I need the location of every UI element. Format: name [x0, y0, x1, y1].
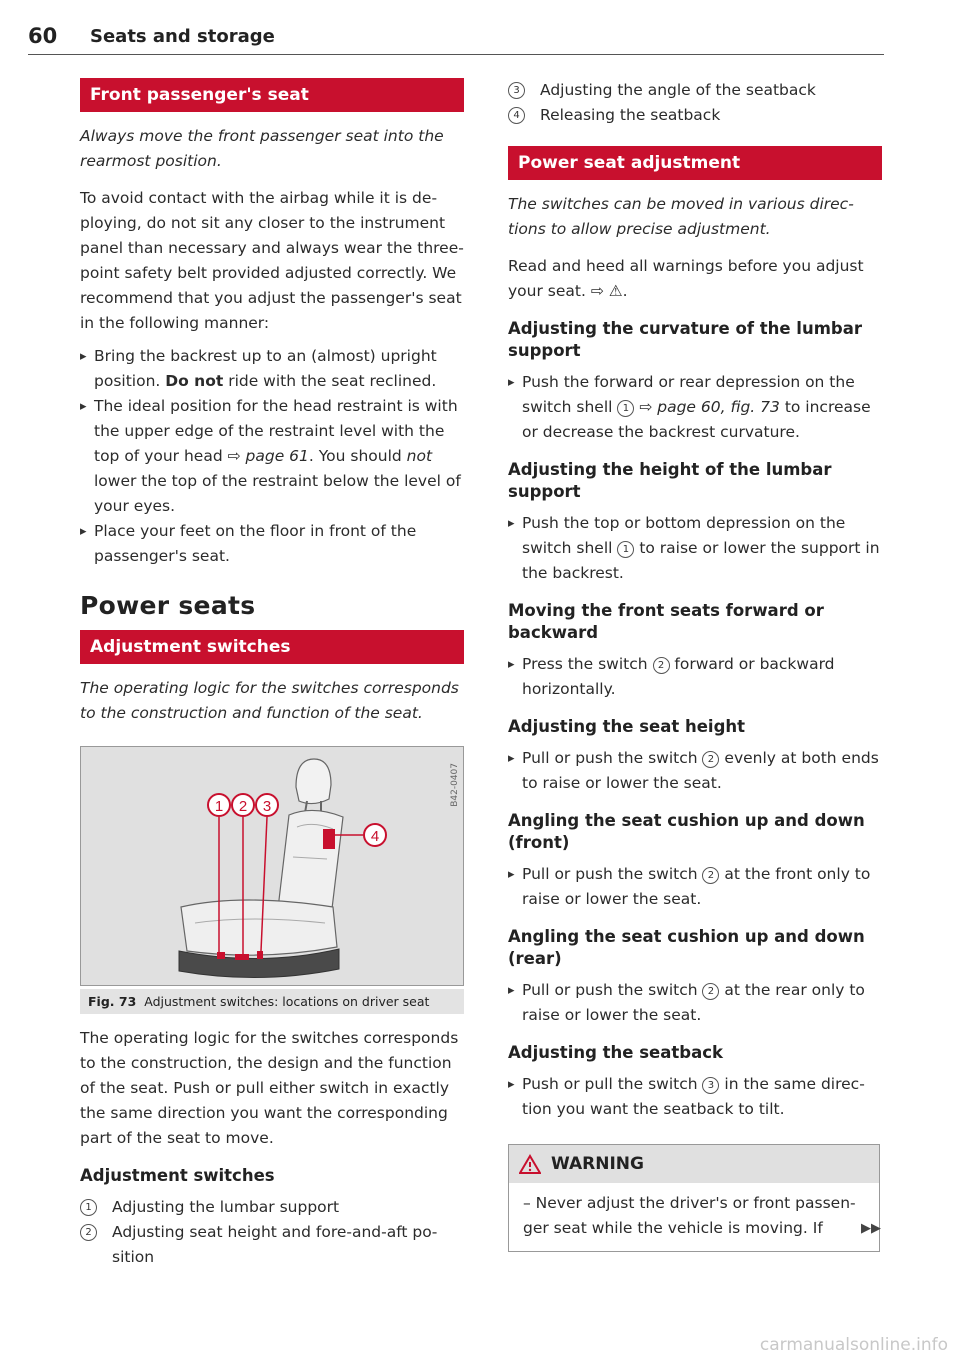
warning-icon: [519, 1154, 541, 1174]
list-item: 1 Adjusting the lumbar support: [80, 1195, 464, 1220]
right-column: [508, 78, 882, 1252]
body-paragraph: Read and heed all warnings before you adjust your seat. ⇨ ⚠.: [508, 257, 864, 300]
bullet-list: [508, 746, 882, 796]
number-badge: 1: [617, 541, 634, 558]
fore-aft-heading: Moving the front seats forward or backward: [508, 601, 824, 642]
svg-text:1: 1: [214, 798, 224, 815]
figure-caption: Fig. 73 Adjustment switches: locations on driver seat: [80, 989, 464, 1014]
seat-illustration: [81, 747, 463, 985]
callout-2: [232, 794, 254, 816]
front-passenger-seat-banner: Front passenger's seat: [80, 78, 464, 112]
watermark: carmanualsonline.info: [759, 1335, 948, 1355]
bullet-list: [508, 862, 882, 912]
bullet-item: ▸ Push the top or bottom depression on the switch shell 1 to raise or lower the support in the backrest.: [508, 511, 882, 586]
bullet-item: ▸ Pull or push the switch 2 at the rear only to raise or lower the seat.: [508, 978, 882, 1028]
section-title: Seats and storage: [90, 26, 275, 47]
svg-text:4: 4: [370, 828, 380, 845]
warning-text: – Never adjust the driver's or front passenger seat while the vehicle is moving. If ▶▶: [509, 1183, 879, 1251]
cushion-front-heading: Angling the seat cushion up and down (front): [508, 811, 865, 852]
bullet-item: ▸ The ideal position for the head restraint is with the upper edge of the restraint level with the top of your head ⇨ page 61. You should not lower the top of the restraint below the level of your eyes.: [80, 394, 464, 519]
svg-text:3: 3: [262, 798, 272, 815]
number-badge: 2: [702, 751, 719, 768]
figure-code: B42-0407: [450, 763, 460, 807]
bullet-item: ▸ Pull or push the switch 2 at the front only to raise or lower the seat.: [508, 862, 882, 912]
number-badge: 2: [702, 867, 719, 884]
lumbar-switch: [217, 952, 225, 959]
warning-title: WARNING: [551, 1154, 644, 1174]
number-badge: 2: [702, 983, 719, 1000]
page-header: [28, 24, 884, 55]
cushion-rear-heading: Angling the seat cushion up and down (rear): [508, 927, 865, 968]
intro-text: The switches can be moved in various directions to allow precise adjustment.: [508, 195, 854, 238]
seat-height-heading: Adjusting the seat height: [508, 717, 746, 736]
page-number: 60: [28, 24, 58, 48]
number-badge: 2: [80, 1224, 97, 1241]
page-61-link[interactable]: ⇨ page 61: [227, 447, 309, 465]
list-item: 4 Releasing the seatback: [508, 103, 882, 128]
warning-link[interactable]: ⇨ ⚠.: [590, 282, 628, 300]
bullet-item: ▸ Bring the backrest up to an (almost) upright position. Do not ride with the seat reclined.: [80, 344, 464, 394]
warning-header: [509, 1145, 879, 1183]
number-badge: 2: [653, 657, 670, 674]
number-badge: 3: [508, 82, 525, 99]
switch-list-continued: [508, 78, 882, 128]
bullet-list: [508, 511, 882, 586]
bullet-item: ▸ Place your feet on the floor in front of the passenger's seat.: [80, 519, 464, 569]
bullet-list: [80, 344, 464, 569]
left-column: [80, 78, 464, 1270]
lumbar-height-heading: Adjusting the height of the lumbar support: [508, 460, 832, 501]
body-paragraph: To avoid contact with the airbag while it is deploying, do not sit any closer to the instrument panel than necessary and always wear the three-point safety belt provided adjusted correctly. We recommend that you adjust the passenger's seat in the following manner:: [80, 189, 464, 332]
callout-3: [256, 794, 278, 816]
number-badge: 3: [702, 1077, 719, 1094]
continue-arrow-icon: ▶▶: [861, 1221, 881, 1236]
warning-box: [508, 1144, 880, 1252]
callout-4: [364, 824, 386, 846]
switch-list: [80, 1195, 464, 1270]
number-badge: 4: [508, 107, 525, 124]
emphasis-text: Do not: [165, 372, 224, 390]
seatback-switch: [257, 951, 263, 959]
bullet-item: ▸ Press the switch 2 forward or backward horizontally.: [508, 652, 882, 702]
body-paragraph: The operating logic for the switches corresponds to the construction, the design and the function of the seat. Push or pull either switch in exactly the same direction you want the corresponding part of the seat to move.: [80, 1029, 459, 1147]
bullet-list: [508, 370, 882, 445]
svg-text:2: 2: [238, 798, 248, 815]
bullet-list: [508, 1072, 882, 1122]
intro-text: Always move the front passenger seat into the rearmost position.: [80, 127, 444, 170]
fig-73-link[interactable]: ⇨ page 60, fig. 73: [634, 398, 780, 416]
number-badge: 1: [80, 1199, 97, 1216]
bullet-item: ▸ Push or pull the switch 3 in the same direction you want the seatback to tilt.: [508, 1072, 882, 1122]
seatback-heading: Adjusting the seatback: [508, 1043, 723, 1062]
number-badge: 1: [617, 400, 634, 417]
lumbar-curvature-heading: Adjusting the curvature of the lumbar support: [508, 319, 862, 360]
bullet-item: ▸ Pull or push the switch 2 evenly at both ends to raise or lower the seat.: [508, 746, 882, 796]
list-item: 2 Adjusting seat height and fore-and-aft position: [80, 1220, 464, 1270]
bullet-list: [508, 652, 882, 702]
callout-1: [208, 794, 230, 816]
adjustment-switches-banner: Adjustment switches: [80, 630, 464, 664]
list-item: 3 Adjusting the angle of the seatback: [508, 78, 882, 103]
seat-figure: [80, 746, 464, 986]
adjustment-switches-heading: Adjustment switches: [80, 1166, 275, 1185]
intro-text: The operating logic for the switches corresponds to the construction and function of the seat.: [80, 679, 459, 722]
bullet-list: [508, 978, 882, 1028]
release-switch: [323, 829, 335, 849]
bullet-item: ▸ Push the forward or rear depression on the switch shell 1 ⇨ page 60, fig. 73 to increase or decrease the backrest curvature.: [508, 370, 882, 445]
emphasis-text: not: [406, 447, 433, 465]
seat-switch: [235, 954, 249, 960]
power-seats-heading: Power seats: [80, 591, 256, 620]
power-seat-adjustment-banner: Power seat adjustment: [508, 146, 882, 180]
